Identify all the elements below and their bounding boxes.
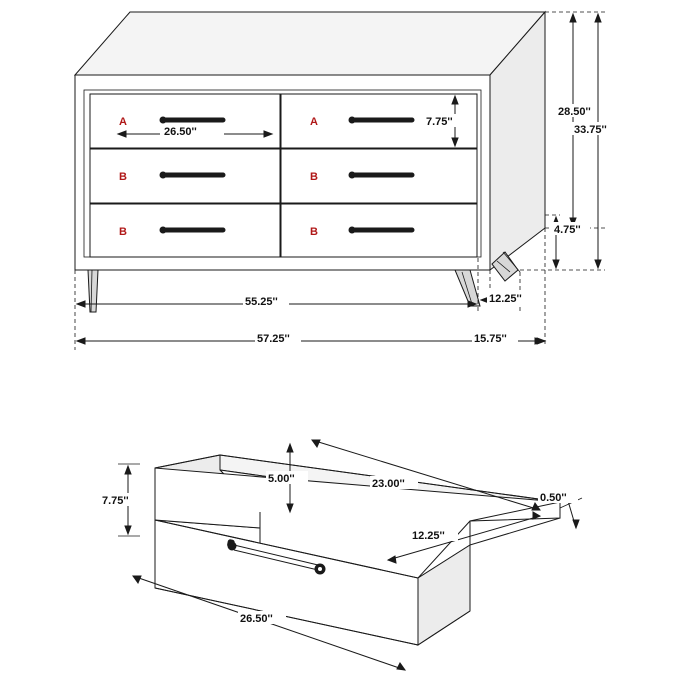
dim-label-depth-front: 12.25'' bbox=[489, 293, 522, 305]
dim-label-drawer-front-height: 7.75'' bbox=[426, 116, 453, 128]
dim-label-cabinet-height: 28.50'' bbox=[558, 106, 591, 118]
single-drawer-view bbox=[100, 440, 582, 670]
dim-label-total-width: 57.25'' bbox=[257, 333, 290, 345]
dim-label-leg-height: 4.75'' bbox=[554, 224, 581, 236]
drawer-label-top-right: A bbox=[310, 116, 318, 128]
drawer-label-top-left: A bbox=[119, 116, 127, 128]
dim-label-depth-total: 15.75'' bbox=[474, 333, 507, 345]
drawer-label-bottom-left: B bbox=[119, 226, 127, 238]
dim-label-drawer-front-width: 26.50'' bbox=[164, 126, 197, 138]
dim-label-drawer-thickness: 0.50'' bbox=[540, 492, 567, 504]
dim-label-drawer-inner-height: 5.00'' bbox=[268, 473, 295, 485]
dim-drawer-side-height bbox=[100, 464, 144, 536]
dim-label-drawer-inner-width: 12.25'' bbox=[412, 530, 445, 542]
dim-label-total-height: 33.75'' bbox=[574, 124, 607, 136]
dim-label-cabinet-width: 55.25'' bbox=[245, 296, 278, 308]
drawer-label-bottom-right: B bbox=[310, 226, 318, 238]
drawer-label-mid-right: B bbox=[310, 171, 318, 183]
dim-label-drawer-inner-length: 23.00'' bbox=[372, 478, 405, 490]
drawer-label-mid-left: B bbox=[119, 171, 127, 183]
dim-label-drawer-overall-length: 26.50'' bbox=[240, 613, 273, 625]
dresser-top-surface bbox=[75, 12, 545, 75]
dim-label-drawer-side-height: 7.75'' bbox=[102, 495, 129, 507]
dresser-assembly-view bbox=[75, 12, 618, 350]
